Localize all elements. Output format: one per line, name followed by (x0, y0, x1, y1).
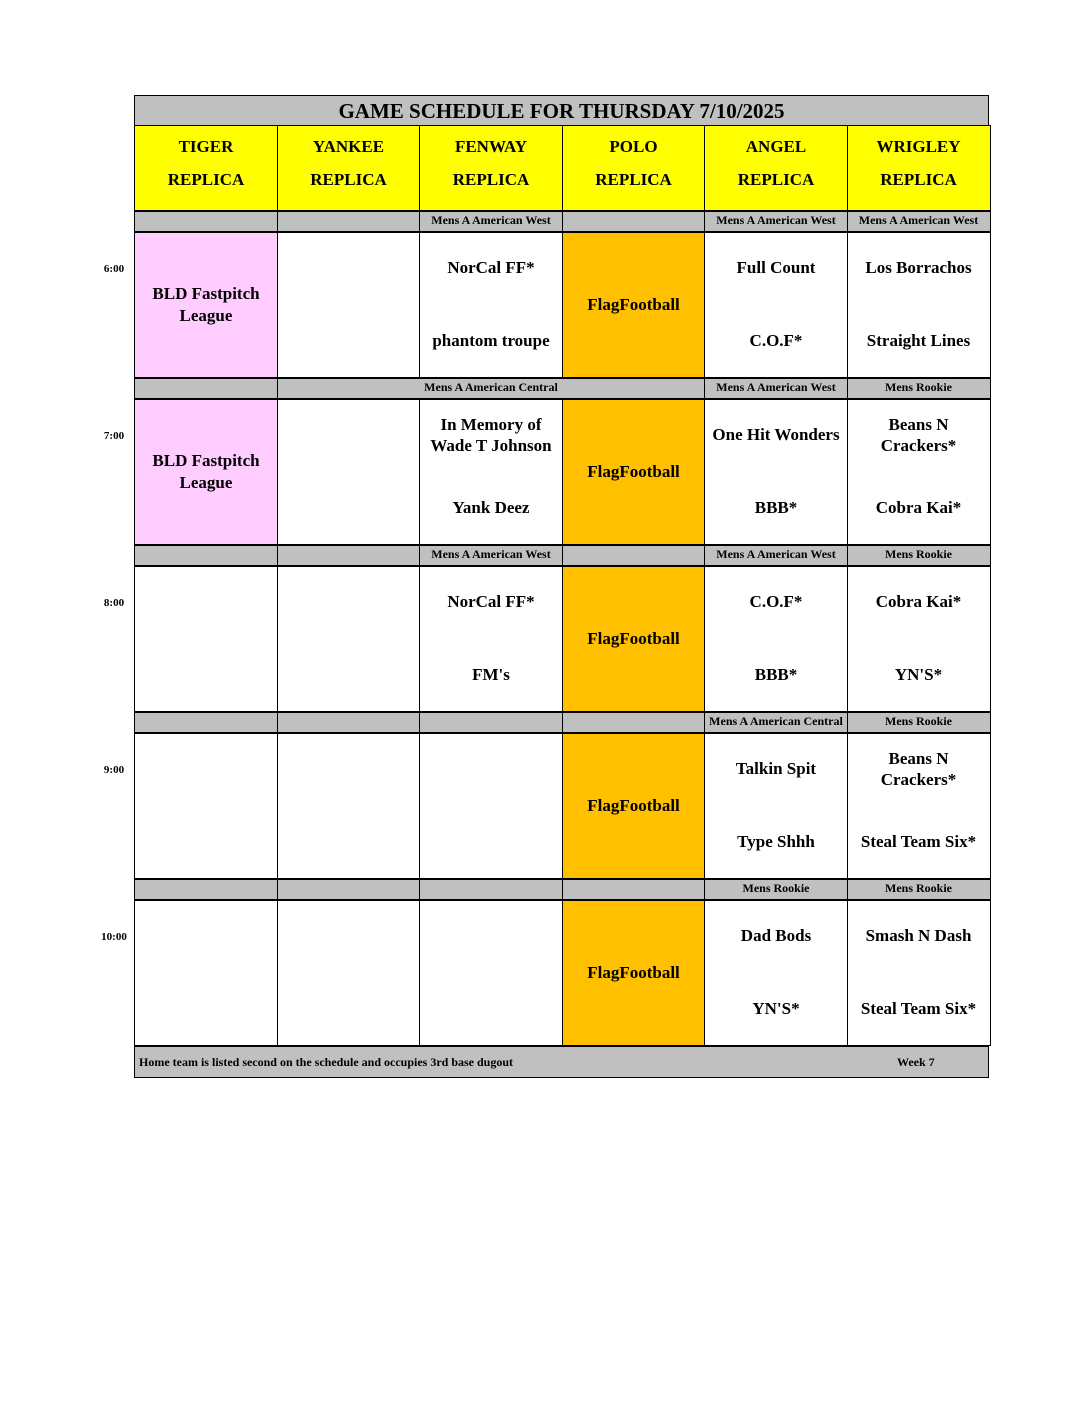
division-label: Mens A American Central (277, 378, 706, 399)
matchup-cell (419, 566, 563, 712)
home-team: phantom troupe (432, 331, 550, 350)
field-subtitle: REPLICA (737, 170, 815, 189)
division-bar-empty (419, 879, 563, 900)
home-team: YN'S* (752, 999, 800, 1018)
away-team: Smash N Dash (865, 926, 972, 945)
empty-slot (277, 566, 421, 712)
flag-football-block (562, 232, 706, 378)
away-team: NorCal FF* (447, 592, 535, 611)
field-name: ANGEL (745, 137, 807, 156)
division-bar-empty (134, 378, 278, 399)
field-name: WRIGLEY (876, 137, 961, 156)
league-block (134, 399, 278, 545)
field-subtitle: REPLICA (452, 170, 530, 189)
matchup-cell (704, 232, 848, 378)
home-team: FM's (472, 665, 510, 684)
home-team: Yank Deez (452, 498, 530, 517)
field-subtitle: REPLICA (595, 170, 672, 189)
division-label: Mens A American West (419, 211, 563, 232)
division-label: Mens Rookie (704, 879, 848, 900)
matchup-cell (704, 733, 848, 879)
time-label: 8:00 (103, 597, 125, 609)
event-label: FlagFootball (587, 295, 680, 314)
division-bar-empty (562, 712, 706, 733)
division-label: Mens Rookie (847, 378, 991, 399)
field-name: FENWAY (454, 137, 528, 156)
matchup-cell (704, 900, 848, 1046)
league-block (134, 232, 278, 378)
division-bar-empty (562, 879, 706, 900)
matchup-cell (704, 566, 848, 712)
division-bar-empty (562, 545, 706, 566)
matchup-cell (847, 733, 991, 879)
event-label: FlagFootball (587, 629, 680, 648)
division-bar-empty (134, 712, 278, 733)
flag-football-block (562, 900, 706, 1046)
division-label: Mens A American West (847, 211, 991, 232)
time-label: 10:00 (101, 931, 127, 943)
home-team: Straight Lines (866, 331, 971, 350)
empty-slot (419, 900, 563, 1046)
flag-football-block (562, 733, 706, 879)
field-name: YANKEE (312, 137, 385, 156)
matchup-cell (419, 399, 563, 545)
event-label: FlagFootball (587, 963, 680, 982)
away-team: Cobra Kai* (875, 592, 962, 611)
away-team: One Hit Wonders (712, 425, 840, 444)
field-header (419, 125, 563, 211)
division-label: Mens A American West (419, 545, 563, 566)
home-team: Steal Team Six* (860, 999, 977, 1018)
event-label: FlagFootball (587, 462, 680, 481)
matchup-cell (847, 232, 991, 378)
footer-bar (134, 1046, 989, 1078)
schedule-table (134, 95, 989, 1081)
division-label: Mens A American Central (704, 712, 848, 733)
event-label: BLD Fastpitch League (152, 451, 260, 492)
away-team: In Memory of Wade T Johnson (430, 415, 552, 455)
division-bar-empty (134, 545, 278, 566)
field-header (704, 125, 848, 211)
division-label: Mens A American West (704, 378, 848, 399)
field-name: POLO (609, 137, 658, 156)
division-label: Mens A American West (704, 545, 848, 566)
empty-slot (134, 900, 278, 1046)
field-subtitle: REPLICA (880, 170, 957, 189)
empty-slot (419, 733, 563, 879)
time-label: 9:00 (103, 764, 125, 776)
division-bar-empty (277, 545, 421, 566)
home-team: Steal Team Six* (860, 832, 977, 851)
flag-football-block (562, 566, 706, 712)
empty-slot (277, 232, 421, 378)
field-header (134, 125, 278, 211)
home-team: YN'S* (894, 665, 943, 684)
division-bar-empty (134, 879, 278, 900)
event-label: FlagFootball (587, 796, 680, 815)
division-bar-empty (277, 712, 421, 733)
home-team: BBB* (754, 665, 798, 684)
division-label: Mens Rookie (847, 879, 991, 900)
field-subtitle: REPLICA (167, 170, 245, 189)
away-team: Beans N Crackers* (880, 749, 957, 789)
matchup-cell (704, 399, 848, 545)
away-team: Talkin Spit (735, 759, 817, 778)
event-label: BLD Fastpitch League (152, 284, 260, 325)
empty-slot (277, 399, 421, 545)
division-label: Mens Rookie (847, 712, 991, 733)
page-title: GAME SCHEDULE FOR THURSDAY 7/10/2025 (134, 95, 989, 127)
empty-slot (277, 733, 421, 879)
away-team: Dad Bods (740, 926, 812, 945)
field-name: TIGER (178, 137, 234, 156)
matchup-cell (419, 232, 563, 378)
empty-slot (277, 900, 421, 1046)
home-team: Cobra Kai* (875, 498, 962, 517)
division-bar-empty (562, 211, 706, 232)
field-subtitle: REPLICA (310, 170, 387, 189)
time-label: 7:00 (103, 430, 125, 442)
home-team: BBB* (754, 498, 798, 517)
away-team: C.O.F* (749, 592, 803, 611)
matchup-cell (847, 900, 991, 1046)
away-team: Los Borrachos (865, 258, 972, 277)
division-bar-empty (277, 879, 421, 900)
division-label: Mens A American West (704, 211, 848, 232)
field-header (847, 125, 991, 211)
home-team: Type Shhh (737, 832, 815, 851)
away-team: NorCal FF* (447, 258, 535, 277)
away-team: Full Count (736, 258, 816, 277)
matchup-cell (847, 399, 991, 545)
division-bar-empty (277, 211, 421, 232)
footer-note: Home team is listed second on the schedule and occupies 3rd base dugout (139, 1055, 514, 1069)
division-bar-empty (134, 211, 278, 232)
empty-slot (134, 566, 278, 712)
division-bar-empty (419, 712, 563, 733)
time-label: 6:00 (103, 263, 125, 275)
week-label: Week 7 (897, 1055, 935, 1069)
division-label: Mens Rookie (847, 545, 991, 566)
field-header (562, 125, 706, 211)
home-team: C.O.F* (749, 331, 803, 350)
away-team: Beans N Crackers* (880, 415, 957, 455)
flag-football-block (562, 399, 706, 545)
matchup-cell (847, 566, 991, 712)
field-header (277, 125, 421, 211)
empty-slot (134, 733, 278, 879)
